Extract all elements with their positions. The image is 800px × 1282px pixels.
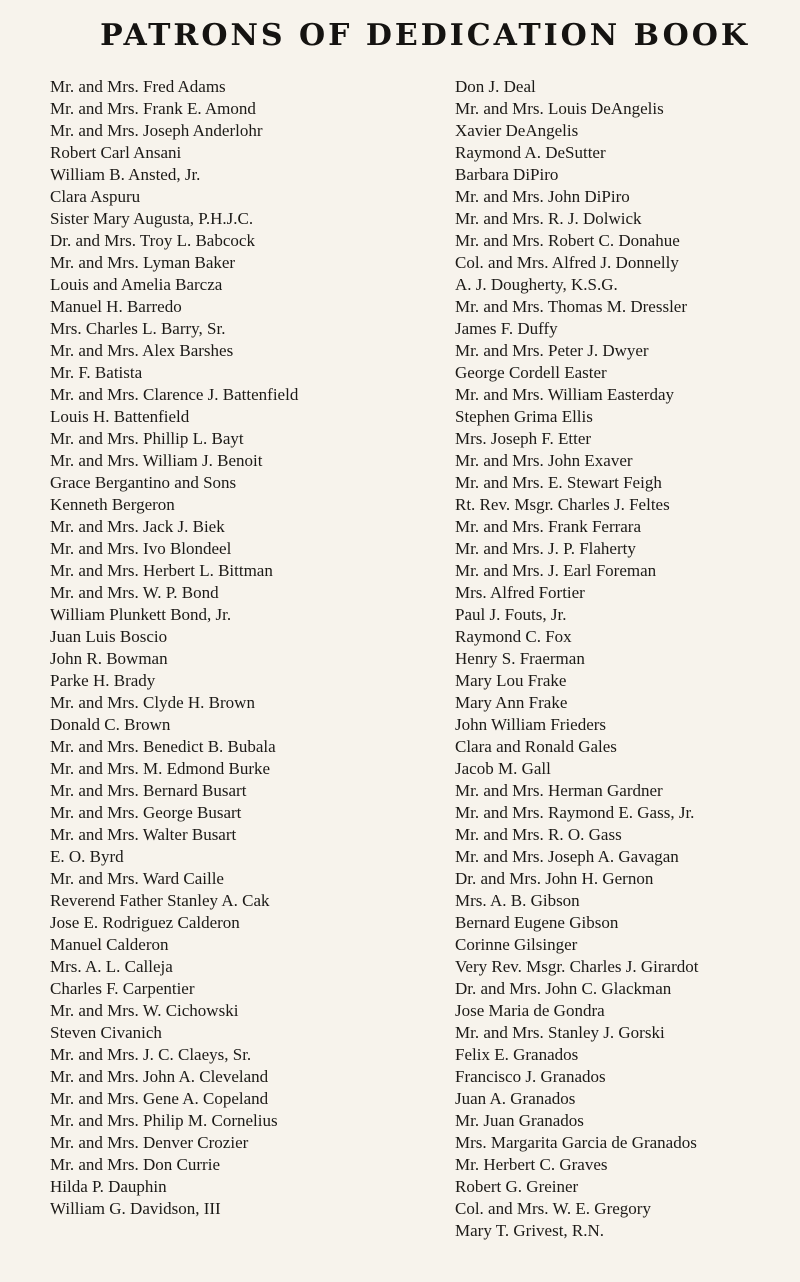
patron-name: Mr. and Mrs. Peter J. Dwyer bbox=[455, 341, 649, 360]
patron-name: Mr. Juan Granados bbox=[455, 1111, 584, 1130]
patron-name: Charles F. Carpentier bbox=[50, 979, 195, 998]
patron-name: Henry S. Fraerman bbox=[455, 649, 585, 668]
patron-name: Manuel H. Barredo bbox=[50, 297, 182, 316]
patron-name: Col. and Mrs. Alfred J. Donnelly bbox=[455, 253, 679, 272]
patron-name: Mr. and Mrs. Frank E. Amond bbox=[50, 99, 256, 118]
patron-name: Mr. and Mrs. J. C. Claeys, Sr. bbox=[50, 1045, 252, 1064]
patron-name: Mary T. Grivest, R.N. bbox=[455, 1221, 605, 1240]
patron-name: Louis and Amelia Barcza bbox=[50, 275, 223, 294]
patron-name: Mr. and Mrs. Benedict B. Bubala bbox=[50, 737, 276, 756]
patron-name: Mr. and Mrs. Herman Gardner bbox=[455, 781, 663, 800]
patron-name: Mr. and Mrs. Denver Crozier bbox=[50, 1133, 249, 1152]
patron-name: Corinne Gilsinger bbox=[455, 935, 578, 954]
patron-name: Dr. and Mrs. John C. Glackman bbox=[455, 979, 672, 998]
patron-name: Louis H. Battenfield bbox=[50, 407, 190, 426]
patron-name: Mr. and Mrs. R. J. Dolwick bbox=[455, 209, 642, 228]
patron-name: Stephen Grima Ellis bbox=[455, 407, 593, 426]
patron-name: Mr. and Mrs. Herbert L. Bittman bbox=[50, 561, 273, 580]
patron-name: Clara Aspuru bbox=[50, 187, 141, 206]
patron-name: Mr. and Mrs. Clyde H. Brown bbox=[50, 693, 255, 712]
patron-name: Mr. and Mrs. Lyman Baker bbox=[50, 253, 236, 272]
patron-name: Mr. and Mrs. W. Cichowski bbox=[50, 1001, 239, 1020]
patron-name: E. O. Byrd bbox=[50, 847, 124, 866]
patron-name: Mary Lou Frake bbox=[455, 671, 567, 690]
patron-name: Barbara DiPiro bbox=[455, 165, 559, 184]
patron-name: Mr. and Mrs. M. Edmond Burke bbox=[50, 759, 271, 778]
patron-name: Mr. and Mrs. Philip M. Cornelius bbox=[50, 1111, 278, 1130]
patron-name: Jose E. Rodriguez Calderon bbox=[50, 913, 240, 932]
patron-name: Don J. Deal bbox=[455, 77, 536, 96]
patron-name: Francisco J. Granados bbox=[455, 1067, 606, 1086]
patron-name: Jacob M. Gall bbox=[455, 759, 551, 778]
patron-name: Mr. and Mrs. Ivo Blondeel bbox=[50, 539, 232, 558]
patron-name: Mrs. Alfred Fortier bbox=[455, 583, 585, 602]
patron-name: Mr. and Mrs. E. Stewart Feigh bbox=[455, 473, 662, 492]
patron-name: Bernard Eugene Gibson bbox=[455, 913, 619, 932]
patron-name: Dr. and Mrs. Troy L. Babcock bbox=[50, 231, 255, 250]
patron-name: Grace Bergantino and Sons bbox=[50, 473, 237, 492]
patron-name: William B. Ansted, Jr. bbox=[50, 165, 201, 184]
patron-name: Mr. and Mrs. Joseph A. Gavagan bbox=[455, 847, 679, 866]
patron-name: Mr. and Mrs. William J. Benoit bbox=[50, 451, 263, 470]
patron-name: Kenneth Bergeron bbox=[50, 495, 175, 514]
patron-name: Mrs. A. L. Calleja bbox=[50, 957, 173, 976]
patron-name: George Cordell Easter bbox=[455, 363, 607, 382]
patron-name: William Plunkett Bond, Jr. bbox=[50, 605, 232, 624]
patron-name: Col. and Mrs. W. E. Gregory bbox=[455, 1199, 651, 1218]
patron-name: Mr. and Mrs. R. O. Gass bbox=[455, 825, 622, 844]
patron-name: James F. Duffy bbox=[455, 319, 558, 338]
patron-name: Robert Carl Ansani bbox=[50, 143, 182, 162]
patron-name: Robert G. Greiner bbox=[455, 1177, 579, 1196]
patron-name: Juan Luis Boscio bbox=[50, 627, 168, 646]
patron-list-left bbox=[50, 76, 440, 1220]
patron-name: Mr. and Mrs. George Busart bbox=[50, 803, 242, 822]
patron-name: Mr. and Mrs. Raymond E. Gass, Jr. bbox=[455, 803, 695, 822]
patron-name: Mr. and Mrs. Thomas M. Dressler bbox=[455, 297, 687, 316]
patron-name: Mr. F. Batista bbox=[50, 363, 143, 382]
patron-name: Xavier DeAngelis bbox=[455, 121, 579, 140]
patron-name: Felix E. Granados bbox=[455, 1045, 579, 1064]
patron-name: Donald C. Brown bbox=[50, 715, 171, 734]
patron-name: Mr. and Mrs. Jack J. Biek bbox=[50, 517, 225, 536]
patron-name: Mr. and Mrs. John Exaver bbox=[455, 451, 633, 470]
patron-name: Parke H. Brady bbox=[50, 671, 156, 690]
patron-name: Mr. and Mrs. Phillip L. Bayt bbox=[50, 429, 244, 448]
patron-name: John William Frieders bbox=[455, 715, 607, 734]
patron-name: Mr. and Mrs. William Easterday bbox=[455, 385, 675, 404]
patron-name: Mrs. Charles L. Barry, Sr. bbox=[50, 319, 226, 338]
patron-name: Paul J. Fouts, Jr. bbox=[455, 605, 567, 624]
patron-name: Mrs. A. B. Gibson bbox=[455, 891, 580, 910]
patron-name: Mr. and Mrs. Don Currie bbox=[50, 1155, 220, 1174]
patron-name: Mr. and Mrs. Ward Caille bbox=[50, 869, 224, 888]
patron-name: Mr. and Mrs. Stanley J. Gorski bbox=[455, 1023, 665, 1042]
patron-name: Hilda P. Dauphin bbox=[50, 1177, 167, 1196]
patron-name: Mr. and Mrs. J. Earl Foreman bbox=[455, 561, 657, 580]
patron-name: Steven Civanich bbox=[50, 1023, 162, 1042]
patron-name: Jose Maria de Gondra bbox=[455, 1001, 605, 1020]
patron-name: Raymond C. Fox bbox=[455, 627, 572, 646]
patron-name: Mr. and Mrs. J. P. Flaherty bbox=[455, 539, 636, 558]
patron-name: Mr. and Mrs. Joseph Anderlohr bbox=[50, 121, 263, 140]
patron-name: Reverend Father Stanley A. Cak bbox=[50, 891, 270, 910]
patron-name: John R. Bowman bbox=[50, 649, 168, 668]
patron-name: Mr. and Mrs. Walter Busart bbox=[50, 825, 237, 844]
patron-name: Mr. and Mrs. Clarence J. Battenfield bbox=[50, 385, 299, 404]
patron-name: Mr. and Mrs. Louis DeAngelis bbox=[455, 99, 664, 118]
patron-name: Mary Ann Frake bbox=[455, 693, 568, 712]
patron-name: Dr. and Mrs. John H. Gernon bbox=[455, 869, 654, 888]
patron-name: Mr. Herbert C. Graves bbox=[455, 1155, 608, 1174]
patron-name: Rt. Rev. Msgr. Charles J. Feltes bbox=[455, 495, 670, 514]
patron-name: Clara and Ronald Gales bbox=[455, 737, 617, 756]
patron-name: Mr. and Mrs. Fred Adams bbox=[50, 77, 226, 96]
patron-name: Juan A. Granados bbox=[455, 1089, 576, 1108]
patron-name: Mr. and Mrs. Bernard Busart bbox=[50, 781, 247, 800]
patron-name: Mr. and Mrs. Robert C. Donahue bbox=[455, 231, 680, 250]
patron-name: Mr. and Mrs. W. P. Bond bbox=[50, 583, 219, 602]
patron-list-right bbox=[455, 76, 795, 1242]
patron-name: Mr. and Mrs. Gene A. Copeland bbox=[50, 1089, 269, 1108]
patron-name: Mrs. Joseph F. Etter bbox=[455, 429, 592, 448]
patron-name: Mr. and Mrs. Alex Barshes bbox=[50, 341, 234, 360]
patron-name: Raymond A. DeSutter bbox=[455, 143, 606, 162]
patron-name: Mrs. Margarita Garcia de Granados bbox=[455, 1133, 697, 1152]
patron-name: Mr. and Mrs. Frank Ferrara bbox=[455, 517, 642, 536]
patron-name: Manuel Calderon bbox=[50, 935, 169, 954]
patron-name: Very Rev. Msgr. Charles J. Girardot bbox=[455, 957, 699, 976]
patron-name: Mr. and Mrs. John A. Cleveland bbox=[50, 1067, 269, 1086]
patron-name: Mr. and Mrs. John DiPiro bbox=[455, 187, 630, 206]
patron-name: William G. Davidson, III bbox=[50, 1199, 221, 1218]
patron-name: Sister Mary Augusta, P.H.J.C. bbox=[50, 209, 254, 228]
page-title: PATRONS OF DEDICATION BOOK bbox=[100, 18, 750, 53]
patron-name: A. J. Dougherty, K.S.G. bbox=[455, 275, 618, 294]
